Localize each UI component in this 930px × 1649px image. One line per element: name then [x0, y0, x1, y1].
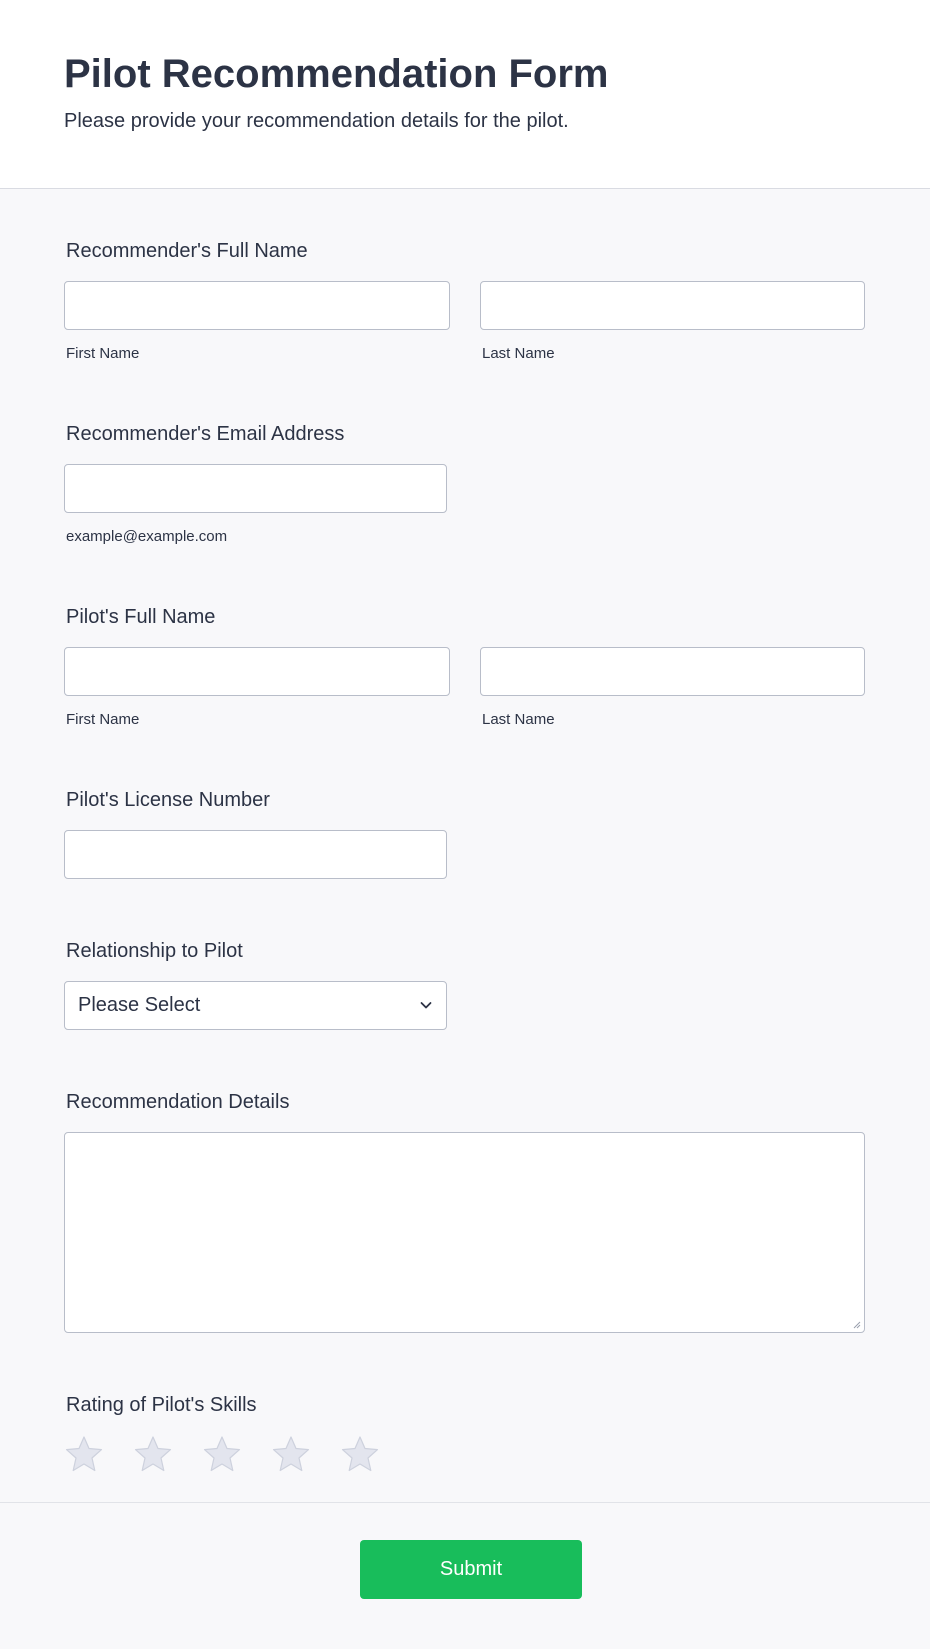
- chevron-down-icon: [418, 997, 434, 1013]
- star-icon[interactable]: [133, 1434, 173, 1474]
- recommender-first-name-sublabel: First Name: [66, 345, 140, 362]
- pilot-first-name-input[interactable]: [64, 647, 450, 696]
- footer-divider: [0, 1502, 930, 1503]
- star-rating: [64, 1434, 394, 1476]
- star-icon[interactable]: [64, 1434, 104, 1474]
- recommender-last-name-input[interactable]: [480, 281, 865, 330]
- relationship-select[interactable]: [64, 981, 447, 1030]
- pilot-last-name-sublabel: Last Name: [482, 711, 555, 728]
- recommender-name-label: Recommender's Full Name: [66, 240, 308, 262]
- submit-button[interactable]: Submit: [360, 1540, 582, 1599]
- recommender-email-label: Recommender's Email Address: [66, 423, 345, 445]
- page-title: Pilot Recommendation Form: [64, 52, 609, 96]
- resize-grip-icon[interactable]: [851, 1319, 861, 1329]
- pilot-name-label: Pilot's Full Name: [66, 606, 216, 628]
- star-icon[interactable]: [271, 1434, 311, 1474]
- pilot-last-name-input[interactable]: [480, 647, 865, 696]
- recommender-last-name-sublabel: Last Name: [482, 345, 555, 362]
- recommender-email-input[interactable]: [64, 464, 447, 513]
- recommender-first-name-input[interactable]: [64, 281, 450, 330]
- star-icon[interactable]: [340, 1434, 380, 1474]
- relationship-label: Relationship to Pilot: [66, 940, 243, 962]
- page-subtitle: Please provide your recommendation details for the pilot.: [64, 110, 569, 132]
- form-header: [0, 0, 930, 189]
- pilot-license-label: Pilot's License Number: [66, 789, 270, 811]
- star-icon[interactable]: [202, 1434, 242, 1474]
- details-textarea[interactable]: [64, 1132, 865, 1333]
- recommender-email-sublabel: example@example.com: [66, 528, 228, 545]
- details-label: Recommendation Details: [66, 1091, 290, 1113]
- relationship-selected-value: Please Select: [78, 994, 201, 1016]
- pilot-license-input[interactable]: [64, 830, 447, 879]
- rating-label: Rating of Pilot's Skills: [66, 1394, 257, 1416]
- pilot-first-name-sublabel: First Name: [66, 711, 140, 728]
